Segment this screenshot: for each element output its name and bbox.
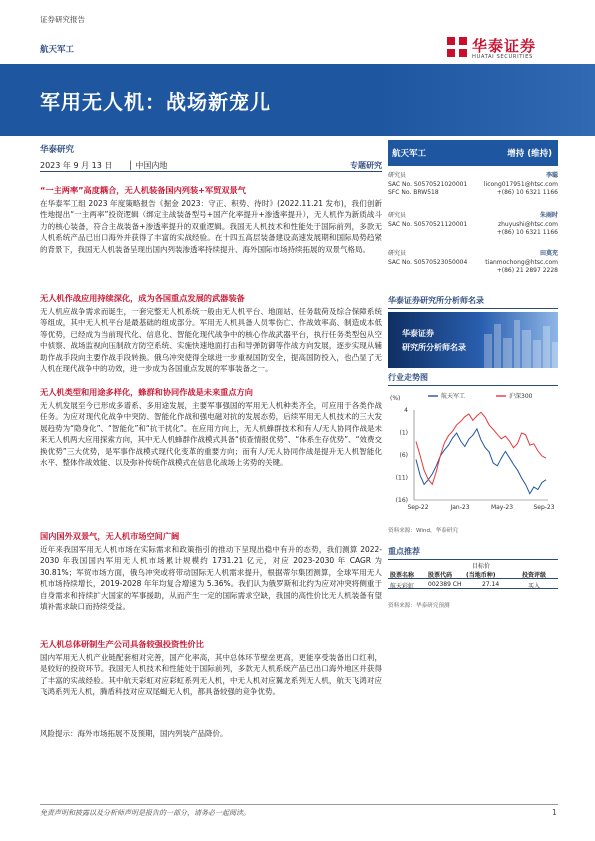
meta-row xyxy=(40,158,382,172)
analyst-email[interactable]: licong017951@htsc.com xyxy=(483,180,558,188)
table-cell: 27.14 xyxy=(482,581,500,588)
research-heading: 华泰研究 xyxy=(40,145,75,155)
series-line-1 xyxy=(416,429,546,494)
analyst-phone: +(86) 21 2897 2228 xyxy=(496,267,558,274)
logo-text-en: HUATAI SECURITIES xyxy=(472,54,533,60)
analyst-sac: SAC No. S0570523050004 xyxy=(388,258,468,266)
analyst-role: 研究员 xyxy=(388,172,407,179)
table-cell: 002389 CH xyxy=(428,581,462,588)
table-header-cell: 投资评级 xyxy=(522,572,547,579)
series-line-2 xyxy=(416,412,546,484)
x-tick-label: May-23 xyxy=(490,504,514,511)
logo-text-cn: 华泰证券 xyxy=(472,37,537,55)
promo-line-1: 华泰证券 xyxy=(402,329,434,338)
divider xyxy=(388,308,558,309)
y-tick-label: (1) xyxy=(399,429,408,437)
section-heading: 国内国外双景气，无人机市场空间广阔 xyxy=(40,531,180,541)
analyst-role: 研究员 xyxy=(388,212,407,219)
y-axis-label: (%) xyxy=(390,395,401,402)
section-heading: 无人机类型和用途多样化，蜂群和协同作战是未来重点方向 xyxy=(40,387,253,397)
analyst-card xyxy=(388,212,558,246)
report-title: 军用无人机：战场新宠儿 xyxy=(40,90,271,114)
section-body: 在华泰军工组 2023 年度策略报告《掘金 2023：守正、积势、待时》(2022.11.21 发布)，我们创新性地提出“一主两率”投资逻辑（绑定主战装备型号+国产化率提升+渗透率提升），无人机作为新质战斗力的核心装备，符合主战装备+渗透率提升的双重逻辑。我国无人机技术和性能处于国际前列，多款无人机系统产品已出口海外并获得了丰富的实战经验。在十四五高层装备建设高速发展期和国际局势趋紧的背景下，我国无人机装备呈现出国内列装渗透率持续提升、海外国际市场持续拓展的双景气格局。 xyxy=(40,199,382,254)
sector-tag: 航天军工 xyxy=(40,45,75,55)
huatai-logo-mark-icon xyxy=(446,36,468,58)
banner-decoration xyxy=(375,64,595,136)
analyst-sac: SAC No. S0570521020001 xyxy=(388,180,468,188)
analyst-card xyxy=(388,250,558,284)
rating-bar xyxy=(388,140,558,166)
analyst-email[interactable]: zhuyushi@htsc.com xyxy=(497,220,558,228)
trend-chart xyxy=(388,388,558,518)
picks-source: 资料来源：华泰研究预测 xyxy=(388,603,450,609)
analyst-phone: +(86) 10 6321 1166 xyxy=(496,189,558,196)
section-body: 国内军用无人机产业链配套相对完善，国产化率高，其中总体环节壁垒更高，更能享受装备出口红利，是较好的投资环节。我国无人机技术和性能处于国际前列，多款无人机系统产品已出口海外地区并获得了丰富的实战经验。其中航天彩虹对应彩虹系列无人机，中无人机对应翼龙系列无人机，航天飞鸿对应飞鸿系列无人机，腾盾科技对应双尾蝎无人机，都具备较强的竞争优势。 xyxy=(40,653,382,697)
legend-label: 沪深300 xyxy=(509,393,533,400)
x-tick-label: Sep-23 xyxy=(533,504,555,511)
section-heading: 无人机总体研制生产公司具备较强投资性价比 xyxy=(40,639,204,649)
analyst-directory-banner[interactable] xyxy=(388,312,558,368)
section-5 xyxy=(40,638,382,698)
analyst-name: 李聪 xyxy=(545,172,558,179)
section-1 xyxy=(40,184,382,255)
analyst-name: 朱雨时 xyxy=(539,212,558,219)
section-body: 无人机发展至今已形成多谱系、多用途发展，主要军事强国的军用无人机种类齐全，可应用于各类作战任务。为应对现代化战争中突防、智能化作战和强电磁对抗的发展态势，后续军用无人机技术的三大发展趋势为“隐身化”、“智能化”和“抗干扰化”。在应用方向上，无人机蜂群技术和有人/无人协同作战是未来无人机两大应用探索方向，其中无人机蜂群作战模式具备“侦查情报优势”、“体系生存优势”、“效费交换优势”三大优势，是军事作战模式现代化变革的重要方向；而有人/无人协同作战是提升无人机智能化水平、整体作战效能、以及弥补传统作战模式在信息化战场上劣势的关键。 xyxy=(40,401,382,468)
table-row[interactable] xyxy=(388,579,558,589)
section-heading: 无人机作战应用持续深化，成为各国重点发展的武器装备 xyxy=(40,293,245,303)
analyst-name: 田莫充 xyxy=(539,250,558,257)
analyst-phone: +(86) 10 6321 1166 xyxy=(496,229,558,236)
promo-heading: 华泰证券研究所分析师名录 xyxy=(388,296,484,305)
promo-line-2: 研究所分析师名录 xyxy=(402,343,466,352)
trend-heading: 行业走势图 xyxy=(388,373,428,382)
table-header-cell: 目标价 xyxy=(472,563,491,570)
section-heading: “一主两率”高度耦合，无人机装备国内列装+军贸双景气 xyxy=(40,185,246,195)
y-tick-label: 4 xyxy=(404,407,408,414)
divider xyxy=(388,559,558,560)
analyst-role: 研究员 xyxy=(388,250,407,257)
risk-warning: 风险提示：海外市场拓展不及预期，国内列装产品降价。 xyxy=(40,729,228,738)
section-3 xyxy=(40,386,382,468)
document-type-label: 证券研究报告 xyxy=(40,15,85,24)
analyst-email[interactable]: tianmochong@htsc.com xyxy=(485,258,558,266)
huatai-logo xyxy=(446,34,566,64)
report-region: │ 中国内地 xyxy=(128,161,168,170)
section-4 xyxy=(40,530,382,612)
divider xyxy=(388,385,558,386)
table-header-row xyxy=(388,561,558,570)
legend-label: 航天军工 xyxy=(441,393,466,400)
x-tick-label: Jan-23 xyxy=(450,504,470,511)
picks-heading: 重点推荐 xyxy=(388,547,420,556)
footer-disclaimer: 免责声明和披露以及分析师声明是报告的一部分，请务必一起阅读。 xyxy=(40,809,250,817)
city-skyline-icon xyxy=(388,312,558,368)
rating-sector: 航天军工 xyxy=(392,149,427,159)
table-header-cell: 股票代码 xyxy=(428,572,453,579)
picks-table xyxy=(388,561,558,589)
y-tick-label: (16) xyxy=(395,497,408,504)
report-type: 专题研究 xyxy=(350,161,382,170)
report-region-text: 中国内地 xyxy=(135,161,168,170)
x-tick-label: Sep-22 xyxy=(407,504,429,511)
section-body: 无人机应战争需求而诞生，一套完整无人机系统一般由无人机平台、地面站、任务载荷及综合保障系统等组成，其中无人机平台是最基础的组成部分。军用无人机具备人员零伤亡、作战效率高、制造成本低等优势，已经成为当前现代化、信息化、智能化现代战争中的核心作战武器平台，执行任务类型包从空中侦察、战场监视向压制敌方防空系统、实施快速地面打击和导弹防御等作战方向发展，逐步实现从辅助作战手段向主要作战手段转换。俄乌冲突使得全球进一步重视国防安全，提高国防投入，也凸显了无人机在现代战争中的功效，进一步成为各国重点发展的军事装备之一。 xyxy=(40,307,382,374)
table-cell: 航天彩虹 xyxy=(390,583,415,590)
y-tick-label: (6) xyxy=(399,452,408,459)
footer-divider xyxy=(40,804,558,805)
table-header-cell: (当地币种) xyxy=(466,572,496,579)
page-number: 1 xyxy=(552,808,557,817)
analyst-card xyxy=(388,172,558,206)
section-2 xyxy=(40,292,382,374)
analyst-sac: SAC No. S0570521120001 xyxy=(388,220,468,228)
analyst-sfc: SFC No. BRW518 xyxy=(388,189,439,196)
section-body: 近年来我国军用无人机市场在实际需求和政策指引的推动下呈现出稳中有升的态势，我们测算 2022-2030 年我国国内军用无人机市场累计规模约 1731.21 亿元，对应 2023-2030 年 CAGR 为 30.81%；军贸市场方面，俄乌冲突或将带动国际无人机需求提升，根据蒂尔集团测算，全球军用无人机市场持续增长，2019-2028 年年均复合增速为 5.36%。我们认为俄罗斯和北约为应对冲突将侧重于自身需求和持续扩大国家的军事援助，从而产生一定的国际需求空缺，我国的高性价比无人机装备有望填补需求缺口而持续受益。 xyxy=(40,545,382,612)
rating-value: 增持 (维持) xyxy=(507,149,552,159)
table-header-row xyxy=(388,570,558,579)
y-tick-label: (11) xyxy=(395,474,408,482)
chart-source: 资料来源：Wind，华泰研究 xyxy=(388,528,458,534)
table-cell: 买入 xyxy=(528,583,541,590)
report-date: 2023 年 9 月 13 日 xyxy=(40,161,113,170)
title-banner xyxy=(0,64,595,136)
table-header-cell: 股票名称 xyxy=(390,572,415,579)
